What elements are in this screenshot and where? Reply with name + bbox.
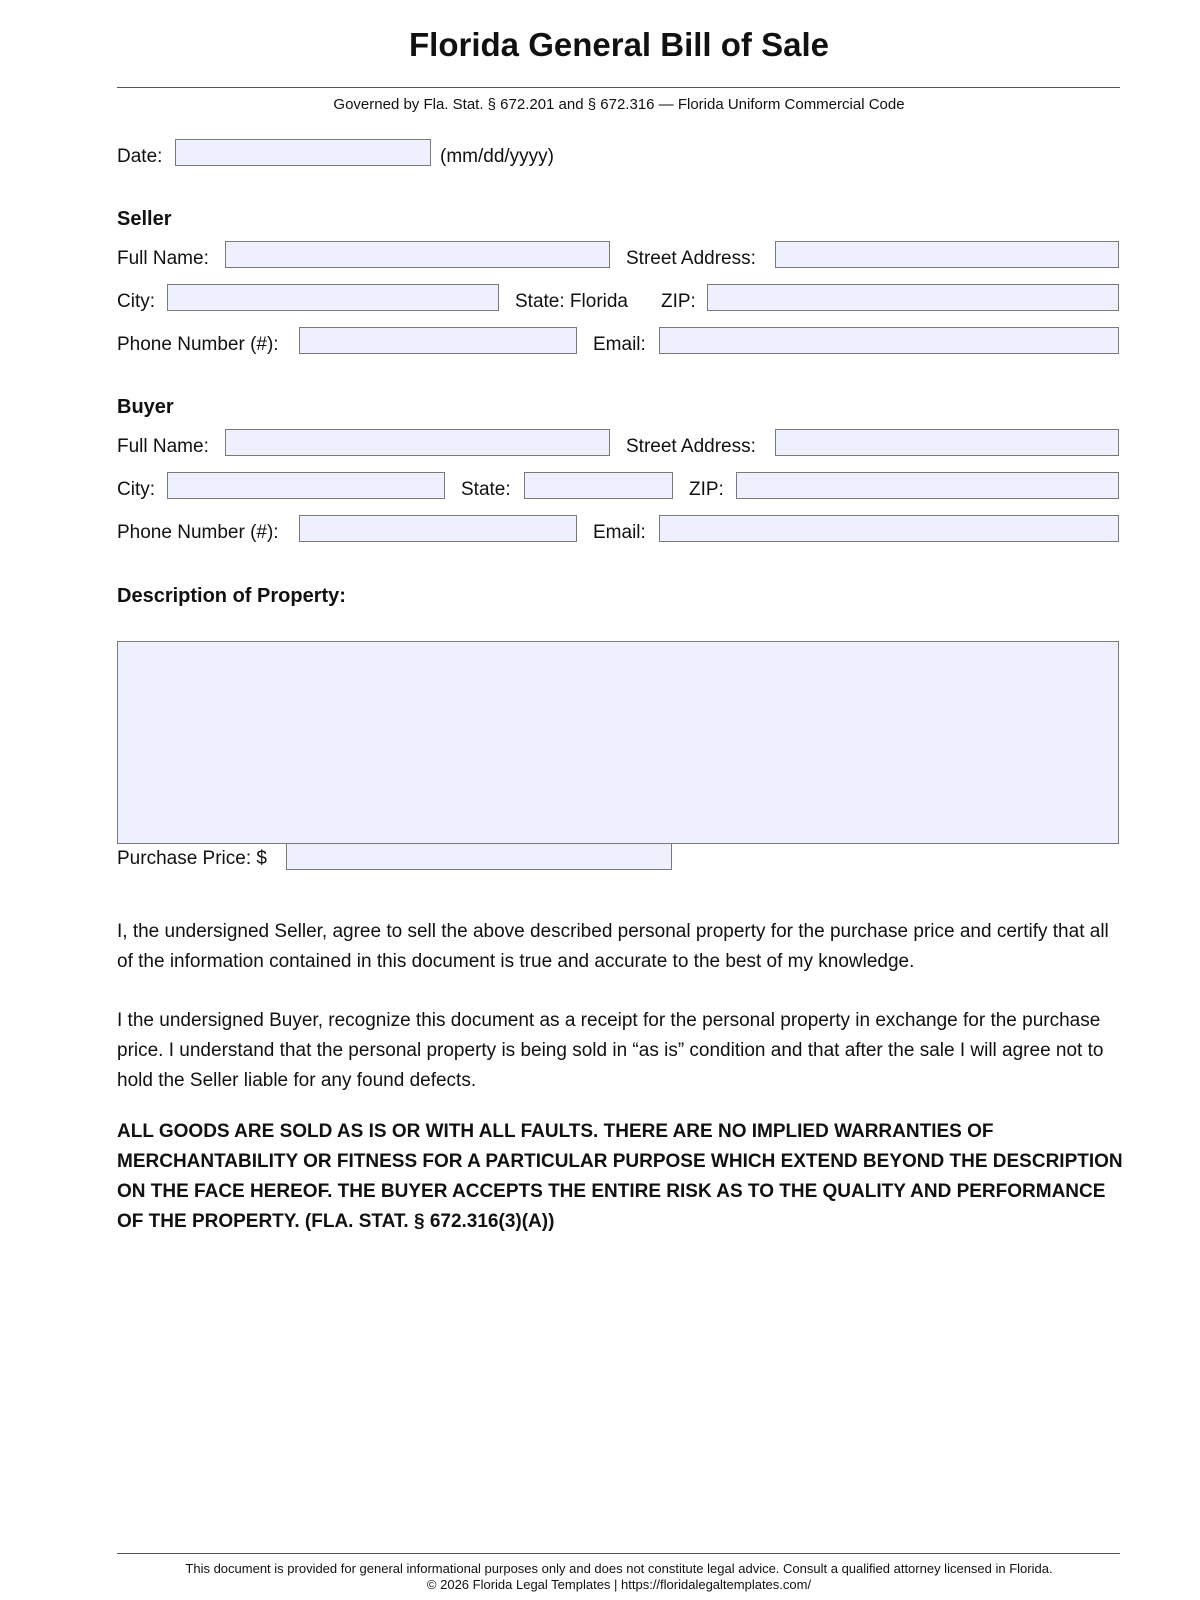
buyer-statement: I the undersigned Buyer, recognize this document as a receipt for the personal property in exchange for the purchase price. I understand that the personal property is being sold in “as is” condition and that after the sale I will agree not to hold the Seller liable for any found defects. [117,1010,1104,1091]
seller-full-name-field[interactable] [225,241,610,268]
footer-divider [117,1553,1120,1554]
buyer-city-field[interactable] [167,472,445,499]
seller-full-name-label: Full Name: [117,248,209,269]
seller-email-label: Email: [593,334,646,355]
buyer-email-field[interactable] [659,515,1119,542]
property-heading: Description of Property: [117,585,346,607]
seller-phone-field[interactable] [299,327,577,354]
document-title: Florida General Bill of Sale [409,26,829,63]
date-field[interactable] [175,139,431,166]
seller-city-label: City: [117,291,155,312]
seller-zip-label: ZIP: [661,291,696,312]
document-subtitle: Governed by Fla. Stat. § 672.201 and § 672.316 — Florida Uniform Commercial Code [333,96,905,113]
buyer-city-label: City: [117,479,155,500]
buyer-full-name-field[interactable] [225,429,610,456]
buyer-state-field[interactable] [524,472,673,499]
buyer-zip-field[interactable] [736,472,1119,499]
buyer-phone-label: Phone Number (#): [117,522,279,543]
seller-street-address-label: Street Address: [626,248,756,269]
seller-phone-label: Phone Number (#): [117,334,279,355]
buyer-street-address-field[interactable] [775,429,1119,456]
buyer-phone-field[interactable] [299,515,577,542]
header-divider [117,87,1120,88]
date-label: Date: [117,146,163,167]
buyer-zip-label: ZIP: [689,479,724,500]
seller-street-address-field[interactable] [775,241,1119,268]
buyer-email-label: Email: [593,522,646,543]
date-format-hint: (mm/dd/yyyy) [440,146,554,167]
purchase-price-label: Purchase Price: $ [117,848,267,869]
buyer-full-name-label: Full Name: [117,436,209,457]
purchase-price-field[interactable] [286,843,672,870]
property-description-field[interactable] [117,641,1119,844]
buyer-heading: Buyer [117,396,174,418]
seller-state-text: State: Florida [515,291,628,312]
footer-copyright: © 2026 Florida Legal Templates | https://floridalegaltemplates.com/ [426,1577,812,1592]
seller-heading: Seller [117,208,172,230]
seller-zip-field[interactable] [707,284,1119,311]
seller-email-field[interactable] [659,327,1119,354]
warranty-disclaimer: ALL GOODS ARE SOLD AS IS OR WITH ALL FAULTS. THERE ARE NO IMPLIED WARRANTIES OF MERCHANTABILITY OR FITNESS FOR A PARTICULAR PURPOSE WHICH EXTEND BEYOND THE DESCRIPTION ON THE FACE HEREOF. THE BUYER ACCEPTS THE ENTIRE RISK AS TO THE QUALITY AND PERFORMANCE OF THE PROPERTY. (FLA. STAT. § 672.316(3)(A)) [117,1121,1123,1232]
buyer-state-label: State: [461,479,511,500]
seller-statement: I, the undersigned Seller, agree to sell the above described personal property for the purchase price and certify that all of the information contained in this document is true and accurate to the best of my knowledge. [117,921,1109,972]
footer-disclaimer: This document is provided for general informational purposes only and does not constitute legal advice. Consult a qualified attorney licensed in Florida. [185,1561,1053,1576]
buyer-street-address-label: Street Address: [626,436,756,457]
seller-city-field[interactable] [167,284,499,311]
